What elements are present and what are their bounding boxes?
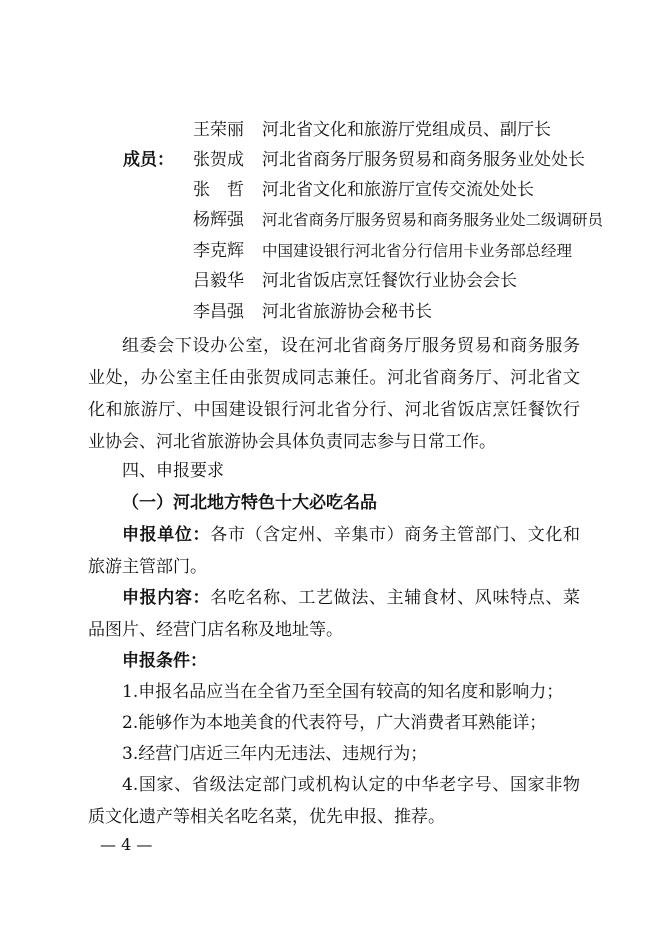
condition-item: 2.能够作为本地美食的代表符号，广大消费者耳熟能详； [122, 713, 547, 733]
conditions-label: 申报条件： [122, 651, 207, 671]
member-title: 中国建设银行河北省分行信用卡业务部总经理 [262, 242, 573, 260]
member-row [0, 205, 662, 235]
member-name: 李昌强 [193, 302, 244, 322]
member-name: 张贺成 [193, 150, 244, 170]
member-row [0, 266, 662, 296]
member-name: 王荣丽 [193, 120, 244, 140]
member-row [0, 115, 662, 145]
member-name: 李克辉 [193, 241, 244, 261]
section-heading: 四、申报要求 [122, 461, 224, 481]
member-title: 河北省饭店烹饪餐饮行业协会会长 [262, 271, 517, 291]
member-row [0, 236, 662, 266]
content-label: 申报内容： [122, 588, 211, 608]
condition-item: 3.经营门店近三年内无违法、违规行为； [122, 744, 428, 764]
condition-item: 4.国家、省级法定部门或机构认定的中华老字号、国家非物质文化遗产等相关名吃名菜，优先申报、推荐。 [88, 775, 580, 827]
member-title: 河北省商务厅服务贸易和商务服务业处二级调研员 [262, 211, 604, 229]
condition-item: 1.申报名品应当在全省乃至全国有较高的知名度和影响力； [122, 682, 564, 702]
unit-label: 申报单位： [122, 525, 211, 545]
member-row [0, 145, 662, 175]
content-text: 名吃名称、工艺做法、主辅食材、风味特点、菜品图片、经营门店名称及地址等。 [88, 588, 581, 640]
member-row [0, 175, 662, 205]
member-title: 河北省文化和旅游厅党组成员、副厅长 [262, 120, 551, 140]
members-role-label: 成员： [123, 150, 174, 170]
member-row [0, 297, 662, 327]
member-name: 吕毅华 [193, 271, 244, 291]
member-title: 河北省商务厅服务贸易和商务服务业处处长 [262, 150, 585, 170]
office-paragraph: 组委会下设办公室，设在河北省商务厅服务贸易和商务服务业处，办公室主任由张贺成同志兼任。河北省商务厅、河北省文化和旅游厅、中国建设银行河北省分行、河北省饭店烹饪餐饮行业协会、河北省旅游协会具体负责同志参与日常工作。 [88, 336, 580, 452]
member-title: 河北省旅游协会秘书长 [262, 302, 432, 322]
content-paragraph [88, 582, 580, 646]
member-name: 张 哲 [193, 180, 244, 200]
subsection-heading: （一）河北地方特色十大必吃名品 [122, 493, 377, 513]
unit-text: 各市（含定州、辛集市）商务主管部门、文化和旅游主管部门。 [88, 525, 581, 577]
page-number: — 4 — [100, 835, 153, 854]
unit-paragraph [88, 519, 580, 583]
member-name: 杨辉强 [193, 210, 244, 230]
member-title: 河北省文化和旅游厅宣传交流处处长 [262, 180, 534, 200]
